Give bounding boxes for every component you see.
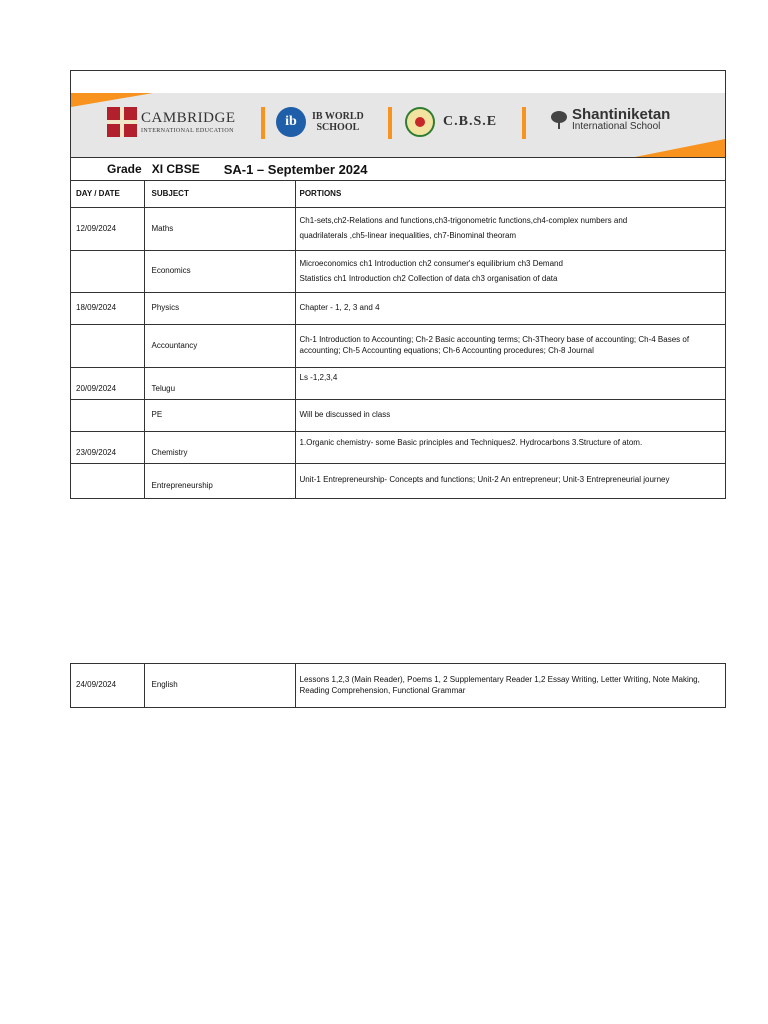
subject-cell: Accountancy [144,325,295,368]
cambridge-tagline: INTERNATIONAL EDUCATION [141,127,234,134]
table-row [71,400,725,432]
schedule-sheet [70,70,726,499]
subject-cell: Maths [144,208,295,251]
ib-line2: SCHOOL [316,122,360,133]
cambridge-name: CAMBRIDGE [141,109,236,126]
portions-cell: Ls -1,2,3,4 [295,368,725,400]
table-row [71,464,725,498]
cambridge-crest-icon [107,107,137,137]
shantiniketan-name: Shantiniketan [572,106,671,123]
table-row [71,208,725,251]
date-cell [71,400,144,432]
ib-logo [276,107,364,137]
date-cell: 18/09/2024 [71,293,144,325]
date-cell [71,464,144,498]
grade-label: Grade [107,162,142,176]
date-cell [71,251,144,293]
shantiniketan-tagline: International School [572,121,661,132]
subject-cell: PE [144,400,295,432]
title-row [71,157,725,181]
date-cell: 20/09/2024 [71,368,144,400]
schedule-sheet-continued [70,663,726,708]
portion-line: Statistics ch1 Introduction ch2 Collection of data ch3 organisation of data [299,273,558,283]
portions-cell: Will be discussed in class [295,400,725,432]
logo-divider [522,107,526,139]
exam-title: SA-1 – September 2024 [223,161,368,177]
portions-cell: Chapter - 1, 2, 3 and 4 [295,293,725,325]
table-row [71,432,725,464]
date-cell: 24/09/2024 [71,664,144,707]
logo-divider [261,107,265,139]
table-row [71,664,725,707]
portions-cell [295,208,725,251]
table-row [71,293,725,325]
table-row [71,368,725,400]
portions-cell: 1.Organic chemistry- some Basic principles and Techniques2. Hydrocarbons 3.Structure of atom. [295,432,725,464]
orange-stripe-right [635,139,725,157]
date-cell [71,325,144,368]
portion-line: Microeconomics ch1 Introduction ch2 consumer's equilibrium ch3 Demand [299,258,563,268]
table-row [71,251,725,293]
subject-cell: Telugu [144,368,295,400]
cbse-logo [405,107,497,137]
header-subject: SUBJECT [144,181,295,208]
grade-value: XI CBSE [151,162,200,176]
portions-cell: Ch-1 Introduction to Accounting; Ch-2 Basic accounting terms; Ch-3Theory base of accounting; Ch-4 Bases of accounting; Ch-5 Accounting equations; Ch-6 Accounting procedures; Ch-8 Journal [295,325,725,368]
subject-cell: English [144,664,295,707]
cambridge-logo [107,107,236,137]
subject-cell: Physics [144,293,295,325]
logo-divider [388,107,392,139]
portion-line: quadrilaterals ,ch5-linear inequalities, ch7-Binominal theoram [299,231,517,240]
tree-icon [549,110,569,130]
table-row [71,325,725,368]
orange-stripe-left [71,93,153,107]
table-header-row [71,181,725,208]
date-cell: 12/09/2024 [71,208,144,251]
cbse-name: C.B.S.E [443,114,498,129]
date-cell: 23/09/2024 [71,432,144,464]
header-date: DAY / DATE [71,181,144,208]
subject-cell: Entrepreneurship [144,464,295,498]
ib-mark-icon: ib [276,107,306,137]
subject-cell: Chemistry [144,432,295,464]
portions-cell [295,251,725,293]
header-banner [71,93,725,157]
top-spacer [71,71,725,93]
schedule-table [71,181,725,498]
schedule-table-continued [71,664,725,707]
header-portions: PORTIONS [295,181,725,208]
cbse-seal-icon [405,107,435,137]
shantiniketan-logo [549,107,670,132]
portion-line: Ch1-sets,ch2-Relations and functions,ch3-trigonometric functions,ch4-complex numbers and [299,216,628,226]
ib-line1: IB WORLD [312,111,364,122]
subject-cell: Economics [144,251,295,293]
portions-cell: Lessons 1,2,3 (Main Reader), Poems 1, 2 Supplementary Reader 1,2 Essay Writing, Letter Writing, Note Making, Reading Comprehension, Functional Grammar [295,664,725,707]
portions-cell: Unit-1 Entrepreneurship- Concepts and functions; Unit-2 An entrepreneur; Unit-3 Entrepreneurial journey [295,464,725,498]
